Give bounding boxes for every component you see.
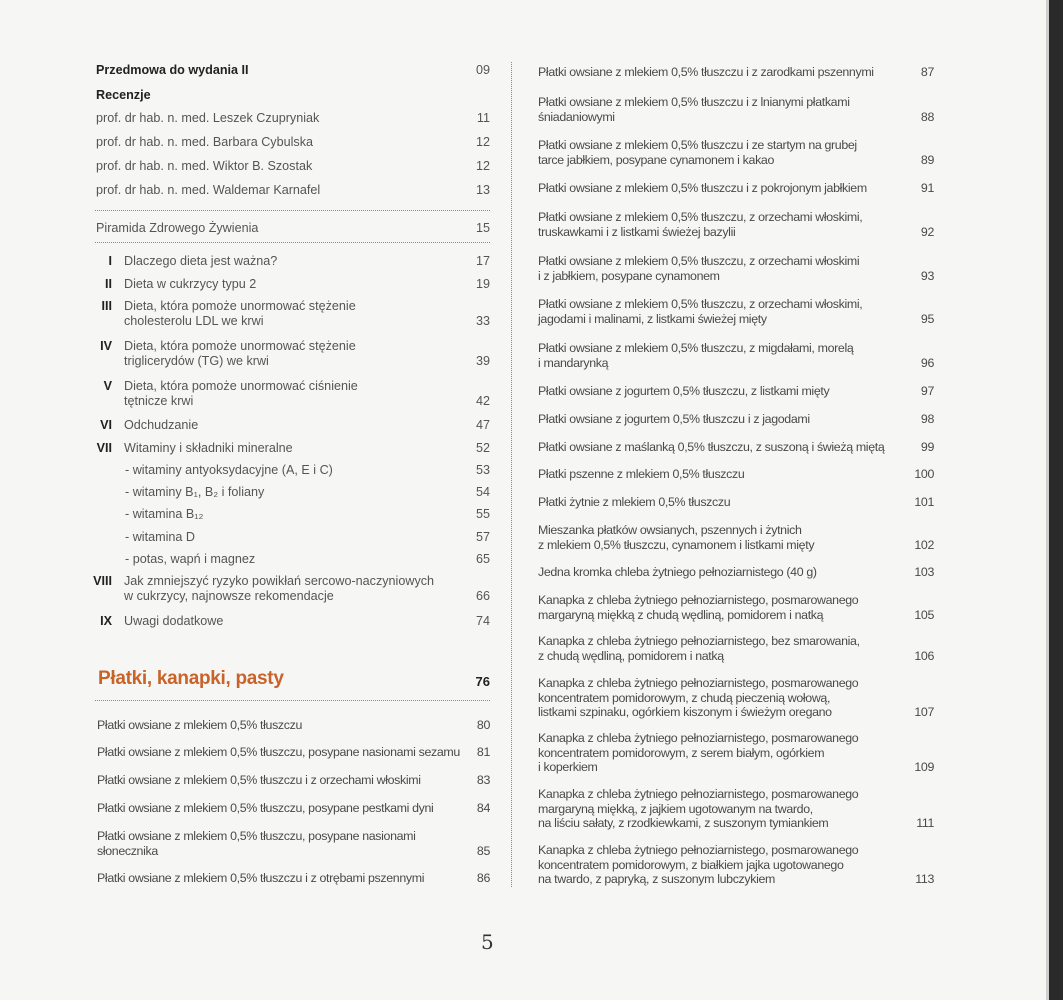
entry-title	[96, 221, 258, 236]
column-divider	[511, 62, 512, 887]
entry-title-line: Płatki owsiane z mlekiem 0,5% tłuszczu, posypane nasionami	[97, 829, 416, 843]
entry-page-number: 84	[476, 801, 490, 815]
entry-page-number: 57	[475, 530, 490, 544]
entry-title-line: Płatki owsiane z mlekiem 0,5% tłuszczu i ze startym na grubej	[538, 138, 857, 152]
entry-title-line: Płatki owsiane z mlekiem 0,5% tłuszczu i z orzechami włoskimi	[97, 773, 421, 787]
entry-title-line: Odchudzanie	[124, 418, 199, 432]
entry-page-number: 91	[920, 181, 934, 195]
chapter-number: V	[103, 379, 112, 393]
entry-title	[538, 341, 853, 370]
entry-title-line: i mandarynką	[538, 355, 609, 370]
entry-page-number: 47	[475, 418, 490, 432]
entry-title-line: Recenzje	[96, 88, 151, 102]
entry-title-line: na twardo, z papryką, z suszonym lubczykiem	[538, 872, 775, 886]
toc-entry	[90, 552, 490, 567]
section-heading: Płatki, kanapki, pasty	[98, 668, 284, 689]
toc-entry	[90, 441, 490, 456]
entry-title	[125, 507, 203, 522]
entry-title	[124, 277, 256, 292]
toc-entry	[96, 63, 490, 78]
entry-page-number: 65	[475, 552, 490, 566]
toc-entry	[90, 507, 490, 522]
entry-title	[538, 523, 814, 552]
entry-title-line: - potas, wapń i magnez	[125, 552, 256, 566]
entry-page-number: 105	[914, 607, 934, 622]
entry-title-line: z mlekiem 0,5% tłuszczu, cynamonem i listkami mięty	[538, 537, 815, 552]
scan-border	[1049, 0, 1063, 1000]
entry-page-number: 88	[920, 109, 934, 124]
entry-title	[96, 111, 319, 126]
entry-title	[538, 138, 857, 167]
entry-title	[538, 95, 850, 124]
entry-title-line: Płatki owsiane z maślanką 0,5% tłuszczu, z suszoną i świeżą miętą	[538, 440, 885, 454]
entry-title-line: Dieta, która pomoże unormować ciśnienie	[124, 379, 358, 393]
entry-title-line: w cukrzycy, najnowsze rekomendacje	[124, 588, 334, 603]
entry-page-number: 53	[475, 463, 490, 477]
entry-title	[97, 773, 421, 788]
entry-page-number: 93	[920, 268, 934, 283]
toc-entry	[97, 718, 490, 733]
entry-page-number: 89	[920, 152, 934, 167]
entry-title	[124, 614, 223, 629]
entry-title-line: - witaminy antyoksydacyjne (A, E i C)	[125, 463, 333, 477]
entry-page-number: 13	[475, 183, 490, 197]
entry-title	[124, 574, 434, 603]
toc-entry	[538, 412, 934, 427]
entry-title-line: jagodami i malinami, z listkami świeżej mięty	[538, 311, 767, 326]
chapter-number: VI	[100, 418, 112, 432]
entry-page-number: 83	[476, 773, 490, 787]
entry-title-line: Kanapka z chleba żytniego pełnoziarnistego, posmarowanego	[538, 676, 859, 690]
toc-entry	[90, 530, 490, 545]
entry-page-number: 17	[475, 254, 490, 268]
entry-title	[538, 65, 874, 80]
entry-page-number: 87	[920, 65, 934, 79]
entry-title-line: śniadaniowymi	[538, 109, 615, 124]
entry-title	[125, 552, 255, 567]
chapter-number: II	[105, 277, 112, 291]
entry-title	[125, 485, 264, 500]
toc-entry	[90, 463, 490, 478]
entry-title-line: prof. dr hab. n. med. Wiktor B. Szostak	[96, 159, 313, 173]
entry-title-line: - witamina D	[125, 530, 195, 544]
entry-title	[538, 676, 858, 720]
entry-title	[538, 440, 884, 455]
chapter-number: IX	[100, 614, 112, 628]
entry-title	[538, 297, 862, 326]
toc-entry	[90, 418, 490, 433]
toc-entry	[90, 574, 490, 603]
dotted-divider	[95, 700, 490, 701]
toc-entry	[90, 614, 490, 629]
entry-page-number: 19	[475, 277, 490, 291]
toc-entry	[538, 731, 934, 775]
toc-entry	[538, 95, 934, 124]
entry-title-line: - witaminy B₁, B₂ i foliany	[125, 485, 265, 499]
toc-entry	[97, 745, 490, 760]
entry-page-number: 86	[476, 871, 490, 885]
entry-title-line: cholesterolu LDL we krwi	[124, 313, 264, 328]
entry-title	[124, 299, 356, 328]
dotted-divider	[95, 210, 490, 211]
toc-entry	[538, 523, 934, 552]
entry-page-number: 98	[920, 412, 934, 426]
entry-page-number: 81	[476, 745, 490, 759]
toc-entry	[90, 277, 490, 292]
entry-title	[538, 384, 829, 399]
entry-title-line: margaryną miękką z chudą wędliną, pomidorem i natką	[538, 607, 824, 622]
entry-title-line: Dieta, która pomoże unormować stężenie	[124, 339, 356, 353]
toc-entry	[538, 467, 934, 482]
entry-title-line: Kanapka z chleba żytniego pełnoziarnistego, posmarowanego	[538, 787, 859, 801]
entry-title	[96, 159, 312, 174]
entry-title-line: i z jabłkiem, posypane cynamonem	[538, 268, 720, 283]
toc-entry	[96, 111, 490, 126]
entry-title-line: Płatki owsiane z mlekiem 0,5% tłuszczu, z orzechami włoskimi	[538, 254, 860, 268]
entry-title	[97, 718, 302, 733]
entry-title	[538, 181, 867, 196]
entry-page-number: 33	[475, 313, 490, 328]
entry-page-number: 42	[475, 393, 490, 408]
entry-page-number: 15	[475, 221, 490, 235]
entry-title-line: triglicerydów (TG) we krwi	[124, 353, 269, 368]
entry-page-number: 111	[916, 816, 934, 830]
entry-page-number: 80	[476, 718, 490, 732]
entry-page-number: 54	[475, 485, 490, 499]
toc-entry	[96, 159, 490, 174]
toc-entry	[538, 593, 934, 622]
toc-entry	[90, 379, 490, 408]
entry-page-number: 11	[476, 111, 490, 125]
entry-title-line: Przedmowa do wydania II	[96, 63, 249, 77]
toc-entry	[96, 183, 490, 198]
entry-title-line: Płatki owsiane z mlekiem 0,5% tłuszczu, posypane pestkami dyni	[97, 801, 434, 815]
entry-title	[538, 787, 858, 831]
section-page-number: 76	[475, 674, 490, 689]
toc-entry	[97, 801, 490, 816]
entry-title	[538, 495, 730, 510]
entry-page-number: 113	[915, 872, 934, 886]
toc-entry	[538, 210, 934, 239]
entry-page-number: 39	[475, 353, 490, 368]
toc-entry	[96, 221, 490, 236]
toc-entry	[538, 384, 934, 399]
entry-title-line: Płatki owsiane z mlekiem 0,5% tłuszczu i z zarodkami pszennymi	[538, 65, 874, 79]
entry-page-number: 92	[920, 224, 934, 239]
entry-page-number: 95	[920, 311, 934, 326]
chapter-number: III	[101, 299, 112, 313]
entry-page-number: 12	[475, 135, 490, 149]
entry-title	[96, 63, 249, 78]
entry-page-number: 09	[475, 63, 490, 77]
entry-title	[538, 467, 744, 482]
toc-entry	[538, 297, 934, 326]
entry-title-line: prof. dr hab. n. med. Barbara Cybulska	[96, 135, 314, 149]
entry-title	[96, 183, 320, 198]
entry-title	[538, 731, 858, 775]
entry-title-line: Płatki pszenne z mlekiem 0,5% tłuszczu	[538, 467, 745, 481]
toc-entry	[538, 634, 934, 663]
entry-title	[96, 135, 313, 150]
toc-entry	[538, 676, 934, 720]
entry-title-line: Mieszanka płatków owsianych, pszennych i żytnich	[538, 523, 802, 537]
entry-title-line: Płatki owsiane z mlekiem 0,5% tłuszczu, z migdałami, morelą	[538, 341, 854, 355]
entry-title-line: słonecznika	[97, 843, 158, 858]
entry-title-line: Witaminy i składniki mineralne	[124, 441, 293, 455]
entry-title-line: Płatki owsiane z mlekiem 0,5% tłuszczu, z orzechami włoskimi,	[538, 210, 863, 224]
entry-page-number: 100	[914, 467, 934, 481]
toc-entry	[90, 299, 490, 328]
entry-title-line: Płatki owsiane z mlekiem 0,5% tłuszczu, posypane nasionami sezamu	[97, 745, 460, 759]
entry-title-line: koncentratem pomidorowym, z chudą pieczenią wołową,	[538, 690, 831, 705]
entry-title	[538, 254, 859, 283]
entry-title-line: Płatki żytnie z mlekiem 0,5% tłuszczu	[538, 495, 731, 509]
entry-title	[538, 210, 862, 239]
entry-title-line: Płatki owsiane z mlekiem 0,5% tłuszczu i z otrębami pszennymi	[97, 871, 425, 885]
chapter-number: I	[108, 254, 112, 268]
entry-title-line: koncentratem pomidorowym, z serem białym, ogórkiem	[538, 745, 825, 760]
entry-title-line: prof. dr hab. n. med. Waldemar Karnafel	[96, 183, 321, 197]
toc-entry	[90, 339, 490, 368]
entry-page-number: 52	[475, 441, 490, 455]
entry-title-line: Płatki owsiane z mlekiem 0,5% tłuszczu i z pokrojonym jabłkiem	[538, 181, 867, 195]
toc-entry	[97, 871, 490, 886]
entry-page-number: 12	[475, 159, 490, 173]
entry-page-number: 74	[475, 614, 490, 628]
entry-title-line: Kanapka z chleba żytniego pełnoziarnistego, posmarowanego	[538, 593, 859, 607]
toc-entry	[538, 440, 934, 455]
toc-entry	[538, 65, 934, 80]
entry-title-line: margaryną miękką, z jajkiem ugotowanym na twardo,	[538, 801, 813, 816]
entry-title-line: - witamina B₁₂	[125, 507, 204, 521]
entry-title-line: tętnicze krwi	[124, 393, 194, 408]
toc-entry	[538, 495, 934, 510]
entry-page-number: 102	[914, 537, 934, 552]
entry-title-line: koncentratem pomidorowym, z białkiem jajka ugotowanego	[538, 857, 844, 872]
entry-title-line: prof. dr hab. n. med. Leszek Czupryniak	[96, 111, 320, 125]
entry-title-line: Kanapka z chleba żytniego pełnoziarnistego, posmarowanego	[538, 843, 859, 857]
entry-title	[124, 441, 293, 456]
toc-entry	[97, 773, 490, 788]
entry-title	[538, 565, 817, 580]
entry-title-line: na liściu sałaty, z rzodkiewkami, z suszonym tymiankiem	[538, 816, 829, 830]
entry-title	[538, 412, 810, 427]
entry-title	[124, 254, 277, 269]
entry-title	[97, 829, 416, 858]
entry-title	[124, 418, 198, 433]
entry-title	[125, 463, 333, 478]
entry-title	[97, 801, 433, 816]
toc-entry	[538, 787, 934, 831]
entry-title	[124, 339, 356, 368]
entry-title-line: Jak zmniejszyć ryzyko powikłań sercowo-naczyniowych	[124, 574, 435, 588]
chapter-number: IV	[100, 339, 112, 353]
entry-page-number: 99	[920, 440, 934, 454]
entry-page-number: 109	[914, 760, 934, 774]
entry-title	[538, 843, 858, 887]
toc-entry	[538, 341, 934, 370]
entry-title-line: Jedna kromka chleba żytniego pełnoziarnistego (40 g)	[538, 565, 817, 579]
entry-title-line: listkami szpinaku, ogórkiem kiszonym i świeżym oregano	[538, 705, 832, 719]
entry-page-number: 55	[475, 507, 490, 521]
entry-title-line: Płatki owsiane z mlekiem 0,5% tłuszczu	[97, 718, 302, 732]
entry-title-line: Dieta, która pomoże unormować stężenie	[124, 299, 356, 313]
entry-title-line: truskawkami i z listkami świeżej bazylii	[538, 224, 736, 239]
entry-title	[96, 88, 151, 103]
entry-title-line: Kanapka z chleba żytniego pełnoziarnistego, posmarowanego	[538, 731, 859, 745]
entry-title-line: Płatki owsiane z jogurtem 0,5% tłuszczu i z jagodami	[538, 412, 810, 426]
toc-entry	[90, 254, 490, 269]
entry-title-line: z chudą wędliną, pomidorem i natką	[538, 648, 724, 663]
chapter-number: VII	[96, 441, 112, 455]
entry-title	[97, 871, 424, 886]
entry-title-line: Piramida Zdrowego Żywienia	[96, 221, 259, 235]
toc-entry	[538, 138, 934, 167]
entry-title	[97, 745, 460, 760]
page-folio: 5	[481, 930, 494, 954]
entry-title-line: Dieta w cukrzycy typu 2	[124, 277, 257, 291]
chapter-number: VIII	[93, 574, 112, 588]
toc-entry	[538, 565, 934, 580]
entry-title	[538, 634, 860, 663]
entry-page-number: 106	[914, 648, 934, 663]
toc-entry	[538, 843, 934, 887]
entry-title	[538, 593, 858, 622]
entry-title-line: Płatki owsiane z jogurtem 0,5% tłuszczu, z listkami mięty	[538, 384, 830, 398]
entry-title-line: tarce jabłkiem, posypane cynamonem i kakao	[538, 152, 774, 167]
entry-title	[125, 530, 195, 545]
entry-title-line: Uwagi dodatkowe	[124, 614, 224, 628]
entry-title-line: Płatki owsiane z mlekiem 0,5% tłuszczu i z lnianymi płatkami	[538, 95, 850, 109]
entry-page-number: 97	[920, 384, 934, 398]
entry-page-number: 66	[475, 588, 490, 603]
entry-title-line: Płatki owsiane z mlekiem 0,5% tłuszczu, z orzechami włoskimi,	[538, 297, 863, 311]
toc-entry	[538, 181, 934, 196]
entry-page-number: 101	[914, 495, 934, 509]
entry-page-number: 103	[914, 565, 934, 579]
entry-page-number: 107	[914, 705, 934, 719]
entry-title	[124, 379, 358, 408]
toc-entry	[538, 254, 934, 283]
dotted-divider	[95, 242, 490, 243]
toc-entry	[96, 88, 490, 103]
toc-entry	[90, 485, 490, 500]
entry-title-line: Dlaczego dieta jest ważna?	[124, 254, 278, 268]
entry-page-number: 85	[476, 843, 490, 858]
entry-page-number: 96	[920, 355, 934, 370]
entry-title-line: Kanapka z chleba żytniego pełnoziarnistego, bez smarowania,	[538, 634, 860, 648]
toc-entry	[97, 829, 490, 858]
entry-title-line: i koperkiem	[538, 760, 598, 774]
toc-entry	[96, 135, 490, 150]
